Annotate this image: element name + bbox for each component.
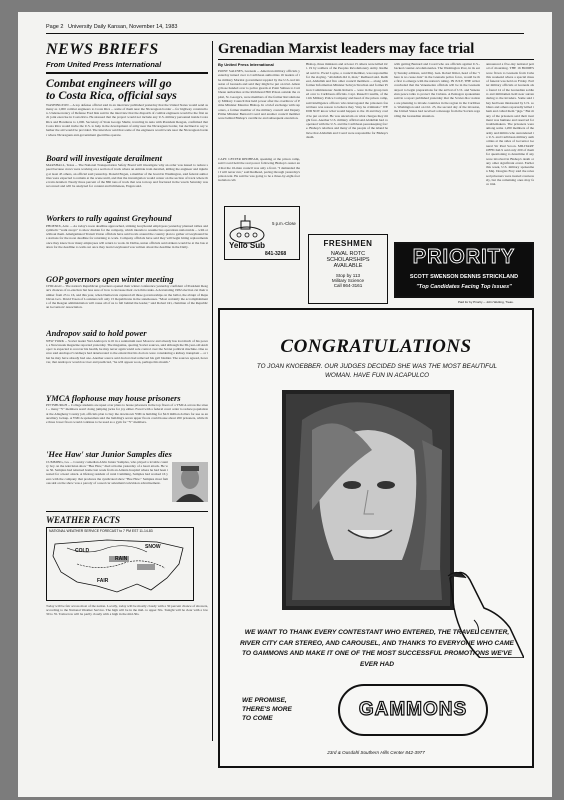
priority-title: PRIORITY [412,246,516,268]
promise-line-3: TO COME [242,715,273,722]
freshmen-line: Stop by 113 [335,273,361,278]
newspaper-page [18,12,552,797]
paper-dateline: University Daily Kansan, November 14, 1983 [68,24,178,30]
freshmen-line: AVAILABLE [333,263,363,269]
brief-body: MARSHALL, Texas -- The National Transportation Safety Board will investigate why an order was issued to reduce speed because crews were working on a section of track where an Amtrak train derailed, killing the engineer and injuring at least 45 others, an official said yesterday. Donald Engen, a member of the board in Washington, said federal authorities were expected to remain at the scene until, and that the investigation would center on the section of track where the train derailed. Nearly three percent of the 866 tons of track that was torn up and fractured in the wreck Saturday was recovered and will be analyzed for content and brittleness, Engen said. [46,163,208,189]
samples-story [46,460,208,508]
grenada-body: Bishop, three ministers and at least 15 others were killed Oct. 19 by soldiers of the Peoples Revolutionary Army. Redhead said Lt. Ewart Layne, a council member, was responsible for the slaying. "Abdullah did it, man," Redhead said. Redhead, Abdullah and five other council members -- along with former Information Minister Selwyn Strachan and former Prison Commissioner Justin Roberts -- were in the group turned over to Caribbean officials. Capt. Russell Cassilla, of the 11th Military Police Company and head of the prison camp, said intelligence officers who interrogated the prisoners found there was reason to believe they "may be criminals." WE DID NOT know what would happen to the 16 and they could be put on trial. He was uncertain on what charges they might face. Another U.S. military official said Abdullah had cooperated with the U.S. and the Caribbean peacekeeping force. Bishop's relatives and many of the people of the island believe that Abdullah and Coard were responsible for Bishop's death. [306,62,388,140]
weather-body: Today will be fair across most of the nation. Locally, today will be mostly cloudy with a 30 percent chance of showers, according to the National Weather Service. The high will be in the mid- to upper 50s. Tonight will be clear with a low 30 to 35. Tomorrow will be partly cloudy with a high in the mid-50s. [46,603,208,617]
freshmen-line: SCHOLARSHIPS [326,257,370,263]
map-label-cold: COLD [75,547,90,554]
brief-headline: Workers to rally against Greyhound [46,213,172,223]
map-label-rain: RAIN [115,555,128,562]
yello-sub-phone: 841-3268 [265,251,287,257]
gammons-logo [338,684,488,736]
junior-samples-photo [172,462,208,502]
headline-rule [218,59,534,60]
lead-headline: Combat engineers will go [46,75,172,90]
grenada-body: with getting Bernard and Coard who are officials against U.S.-backed counter-revolutionaries. The Washington Post, in its early Sunday editions, said Maj. Gen. Robert Ritter, head of the "there is no cease date" in the Grenada police force, would be the first to emerge with the nation's ruling. IN JULY, THE writer concluded that the Venezuelan officials will be in the Grenada airport to begin preparations for the arrival of U.S. and Venezuelan peace talks to protect the Cubans. A Pentagon spokesman said in a report published yesterday that the Soviet-bloc nations are planning to invade countries in the region in the Caribbean. Washington said on Oct. 25, the second day of the invasion, the United States had received a message from the Soviets regarding the Grenadian situation. [394,62,480,118]
congratulations-heading: CONGRATULATIONS [280,336,472,357]
brief-body: CHICAGO -- The nation's Republican governors opened their winter conference yesterday confident of President Reagan's chances of re-election but less sure of how to increase their own thin ranks. A devastating 1982 election cut their number from 23 to 16, and this year, when Democrats captured all three governorships on the ballot, the abrupt of Republican Gov. David Treen of Louisiana left only 15 Republicans in the statehouses. "Most certainly the accomplishments of the Reagan administration will cause all of us to fall behind the leader," said Robert Orr, chairman of the Republican Governors' Association. [46,284,208,310]
news-briefs-subtitle: From United Press International [46,60,162,69]
grenada-body: POINT SALINES, Grenada -- American military officials yesterday turned over to Caribbean authorities 16 leaders of the military Marxist government toppled by the U.S.-led invasion of Grenada and said they might be put on trial. Among those handed over to police guards at Point Salines to Caribbean authorities at the Richmond Hill Prison outside the capital, St. George's, were members of the former Revolutionary Military Council that held power after the overthrow of Prime Minister Maurice Bishop. In a brief exchange with reporters, a former member of the military council and Deputy Prime Minister Bernard Coard and another council member were behind Bishop's overthrow and subsequent execution. [218,69,300,121]
grenada-body: CAPT. LESTER REDHEAD, speaking at the prison camp, said Coard held the real power following Bishop's ouster and that the 16-man council was only a front. "I demanded that I will never run," said Redhead, pacing through yesterday's prison tent. He said he was going to be a three-by-eight-foot isolation cell. [218,157,300,183]
grenada-column-4 [486,62,534,237]
briefs-rule [46,72,208,74]
grenada-body: announced a five-day national period of mourning. THE 16 BODIES were flown to Grenada from Cuba this weekend where a special mass of funeral was held on Friday. Earlier military officials at Grenada also found 14 of the Grenadian soldiers and militiamen held near surrendering to the invaders. Some said they had been mistreated by U.S. soldiers and others reportedly killed them and called them "pigs." But many of the prisoners said their treatment was humane and reserved for troublemakers. The prisoners were among some 1,200 members of the army and militia who surrendered to U.S. and Caribbean military authorities at the sides of Governor General Sir Paul Scoon. MILITARY OFFICIALS said only 200 of them for questioning to determine if any were involved in Bishop's death or any other significant event. Earlier this week, U.S. military spokesman Maj. Douglas Frey said the released prisoners were treated courteously, but the remaining ones may face trial. [486,62,534,187]
weather-map-caption: NATIONAL WEATHER SERVICE FORECAST to 7 PM EST 11-14-83 [49,528,153,533]
promise-line-1: WE PROMISE, [242,697,287,704]
yello-sub-hours: 5 p.m.-Close [272,221,296,226]
yello-sub-name: Yello Sub [229,241,266,250]
map-label-snow: SNOW [145,543,161,550]
priority-ad [394,242,534,298]
thank-you-message: WE WANT TO THANK EVERY CONTESTANT WHO ENTERED, THE TRAVEL CENTER, RIVER CITY CAR STEREO, AND CAROUSEL, AND THANKS TO EVERYONE WHO CAME TO GAMMONS AND MAKE IT ONE OF THE MOST SUCCESSFUL PROMOTIONS WE'VE EVER HAD [240,629,514,668]
grenada-byline: By United Press International [218,62,274,67]
brief-body: CUMMING, Ga. -- Country comedian Alvin Junior Samples, who played a lovable country boy on the television show "Hee Haw," died at home yesterday of a heart attack. He was 56. Samples had returned home last week from an Atlanta hospital where he had been treated for a heart attack. A lifelong resident of rural Cumming, Samples had worked 16 years with the company that produces the syndicated show "Hee Haw." Samples most famous skit on the show was a parody of a used car salesman's television advertisement. [46,459,168,485]
brief-headline: GOP governors open winter meeting [46,273,174,284]
weather-facts-title: WEATHER FACTS [46,514,120,525]
header-rule [46,33,524,34]
brief-body: PITTSBURGH -- College students are upset over plans to house prisoners in the top floors of a YMCA across the street -- many "Y" members aren't doing jumping jacks for joy either. Faced with a federal court order to reduce population at the Allegheny County jail, officials plan to buy the downtown YMCA building for $2.9 million dollars for use as an auxiliary lockup. A YMCA spokesman said the building's seven upper floors could house about 200 prisoners, while the three lower floors would continue to be used as a gym for "Y" members. [46,403,208,425]
grenada-column-3 [394,62,480,237]
winner-announcement: TO JOAN KNOEBBER. OUR JUDGES DECIDED SHE WAS THE MOST BEAUTIFUL WOMAN. HAVE FUN IN ACAPULCO [256,363,498,379]
map-label-fair: FAIR [97,577,109,584]
brief-headline: 'Hee Haw' star Junior Samples dies [46,449,172,459]
grenada-headline: Grenadian Marxist leaders may face trial [218,41,475,57]
winner-photo [282,390,454,610]
brief-body: PHOENIX, Ariz. -- As today's noon deadline approached, striking Greyhound employees yesterday planned rallies and symbolic "walk aways" to show disdain for the company, which intends to resume bus operations nationwide -- with or without them. Amalgamated Transit Union officials have said locals around the country plan to gather at Greyhound bus stations for the noon deadline for returning to work. Company officials have said they will begin hiring replacements once they know how many employees will return to work. In Dallas, union officials said strikers would be at the bus station for the deadline to walk out once they learn Greyhound was written about the deadline in the Daily. [46,223,208,249]
grenada-column-1 [218,62,300,202]
naval-rotc-ad [308,234,388,304]
news-briefs-title: NEWS BRIEFS [46,41,159,58]
page-number: Page 2 [46,24,64,30]
freshmen-title: FRESHMEN [323,239,373,248]
brief-headline: YMCA flophouse may house prisoners [46,392,181,403]
freshmen-line: NAVAL ROTC [330,251,366,257]
page-header [46,24,177,30]
priority-candidates: SCOTT SWENSON DENNIS STRICKLAND [409,274,519,280]
lead-headline-line2: to Costa Rica, official says [46,87,177,102]
promise-text [242,696,292,723]
promise-line-2: THERE'S MORE [242,706,292,713]
priority-paid-notice: Paid for by Priority -- John Wetting, Treas. [458,300,514,304]
gammons-address: 23rd & Ousdahl Southern Hills Center 842-3977 [327,750,425,755]
weather-map [46,527,194,601]
brief-headline: Andropov said to hold power [46,328,147,338]
us-map-graphic [47,534,193,600]
weather-rule [46,511,208,512]
brief-headline: Board will investigate derailment [46,152,162,163]
gammons-ad [218,308,534,768]
grenada-column-2 [306,62,388,227]
yello-sub-ad [224,206,300,260]
priority-slogan: "Top Candidates Facing Top Issues" [416,284,512,290]
brief-body: NEW YORK -- Soviet leader Yuri Andropov is ill in a sanitarium near Moscow and already has lost much of his power, a Newsweek magazine reported yesterday. The magazine, quoting Soviet sources, said although the 69-year-old Andropov is expected to recover his health, he may never again wield sole control over the Soviet political machine. One source said Andropov's kidneys had deteriorated to the extent that his doctors were considering a kidney transplant -- or that he may have already had one. Another source said doctors had removed his gall bladder. The sources agreed, however, that Andropov would recover and predicted, "he will appear soon, perhaps this month." [46,338,208,364]
news-briefs-column [46,41,208,741]
freshmen-line: Military Science [331,278,365,283]
lead-body: WASHINGTON -- A top defense official said in an interview published yesterday that the United States would send as many as 1,000 combat engineers to Costa Rica -- some of them near the Nicaraguan border -- for highway construction. Undersecretary of Defense Fred Ikle said in the interview that the dispatch of combat engineers would be the first such joint exercise in Costa Rica. He stressed that the project would not include any U.S. military personnel inside Costa Rica and Honduras to 1,000. Secretary of State George Shultz, traveling in Asia with President Reagan, confirmed that Costa Rica would invite the U.S. to help in the development of army near the Nicaraguan border, but declined to say whether the aid would be provided. The interview said that some of the engineers would work near the Nicaraguan border where Nicaraguan anti-government guerrillas operate. [46,102,208,137]
column-divider [212,41,213,741]
freshmen-line: Call 864-3161 [333,283,363,288]
gammons-logo-text: GAMMONS [358,699,468,720]
